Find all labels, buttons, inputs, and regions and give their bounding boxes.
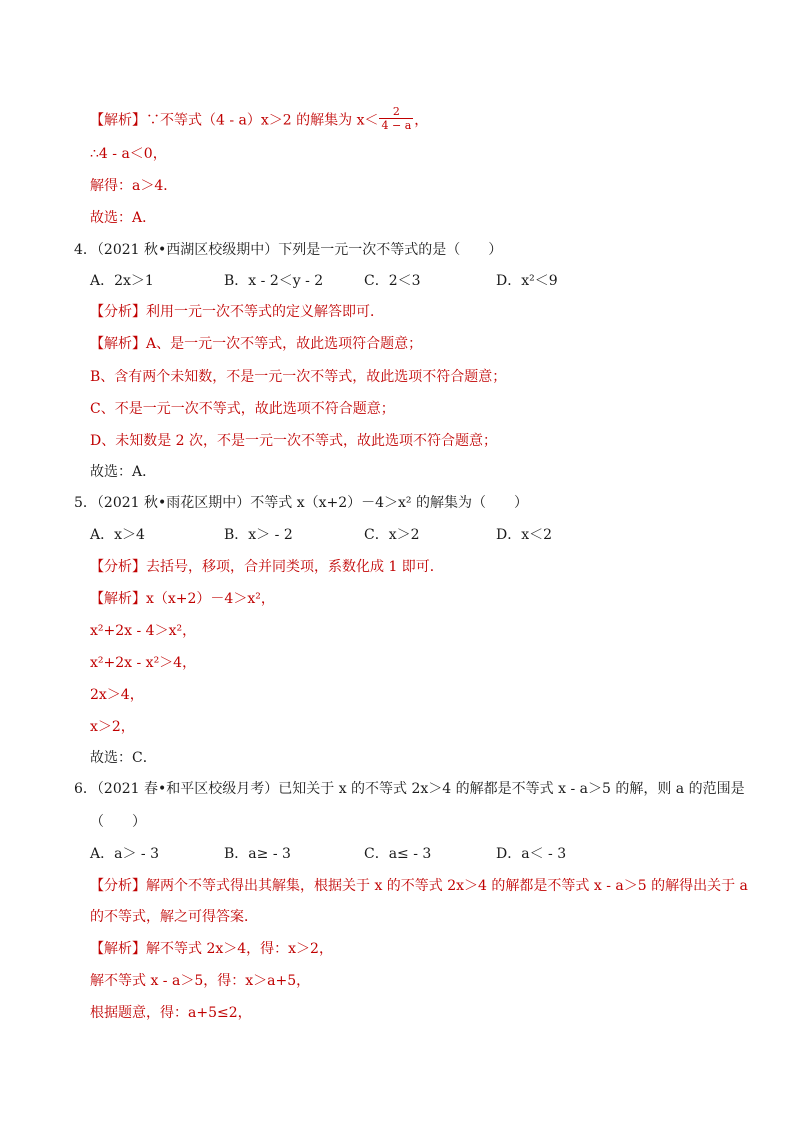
fraction-numerator: 2 bbox=[379, 105, 413, 119]
question-5-stem: 5．（2021 秋•雨花区期中）不等式 x（x+2）－4＞x² 的解集为（ ） bbox=[74, 495, 528, 511]
q6-solution-text: 解不等式 2x＞4，得：x＞2， bbox=[146, 941, 333, 957]
q5-step-2: x²+2x - x²＞4， bbox=[90, 655, 197, 671]
solution-tag: 【解析】 bbox=[90, 591, 146, 607]
q4-option-a: A．2x＞1 bbox=[90, 273, 154, 289]
q4-option-b: B．x - 2＜y - 2 bbox=[224, 273, 324, 289]
q6-option-d: D．a＜ - 3 bbox=[496, 846, 567, 862]
q4-option-c: C．2＜3 bbox=[364, 273, 421, 289]
prev-line4: 故选：A． bbox=[90, 210, 157, 226]
q6-step-2: 根据题意，得：a+5≤2， bbox=[90, 1005, 252, 1021]
q5-analysis bbox=[90, 557, 444, 577]
q6-analysis-text: 解两个不等式得出其解集，根据关于 x 的不等式 2x＞4 的解都是不等式 x - a＞5 的解得出关于 a bbox=[146, 878, 748, 894]
solution-tag: 【解析】 bbox=[90, 336, 146, 352]
prev-line2: ∴4 - a＜0， bbox=[90, 146, 167, 162]
q6-option-c: C．a≤ - 3 bbox=[364, 846, 432, 862]
q5-solution-line1 bbox=[90, 589, 275, 609]
q5-solution-text: x（x+2）－4＞x²， bbox=[146, 591, 275, 607]
q5-step-3: 2x＞4， bbox=[90, 687, 144, 703]
q6-option-a: A．a＞ - 3 bbox=[90, 846, 159, 862]
q5-option-a: A．x＞4 bbox=[90, 527, 145, 543]
q5-answer: 故选：C． bbox=[90, 750, 157, 766]
q6-solution-line1 bbox=[90, 939, 333, 959]
prev-line1-text: ∵不等式（4 - a）x＞2 的解集为 x＜ bbox=[146, 112, 379, 129]
q6-step-1: 解不等式 x - a＞5，得：x＞a+5， bbox=[90, 973, 311, 989]
fraction-denominator: 4 − a bbox=[381, 119, 412, 132]
q5-step-1: x²+2x - 4＞x²， bbox=[90, 623, 197, 639]
q4-analysis bbox=[90, 302, 384, 322]
q6-analysis-line2: 的不等式，解之可得答案． bbox=[90, 909, 258, 925]
question-6-stem-cont: （ ） bbox=[90, 814, 146, 830]
question-6-stem: 6．（2021 春•和平区校级月考）已知关于 x 的不等式 2x＞4 的解都是不等式 x - a＞5 的解，则 a 的范围是 bbox=[74, 781, 745, 797]
analysis-tag: 【分析】 bbox=[90, 559, 146, 575]
q4-answer: 故选：A． bbox=[90, 464, 157, 480]
q4-solution-line3: C、不是一元一次不等式，故此选项不符合题意； bbox=[90, 401, 395, 417]
q6-option-b: B．a≥ - 3 bbox=[224, 846, 291, 862]
q4-solution-line1 bbox=[90, 334, 422, 354]
prev-line3: 解得：a＞4． bbox=[90, 178, 178, 194]
solution-tag: 【解析】 bbox=[90, 112, 146, 129]
q4-solution-text: A、是一元一次不等式，故此选项符合题意； bbox=[146, 336, 423, 352]
prev-line1-end: ， bbox=[414, 112, 429, 129]
q4-solution-line4: D、未知数是 2 次，不是一元一次不等式，故此选项不符合题意； bbox=[90, 433, 498, 449]
q5-option-d: D．x＜2 bbox=[496, 527, 553, 543]
q5-option-b: B．x＞ - 2 bbox=[224, 527, 293, 543]
solution-tag: 【解析】 bbox=[90, 941, 146, 957]
q5-option-c: C．x＞2 bbox=[364, 527, 420, 543]
q6-analysis-line1 bbox=[90, 876, 748, 896]
fraction bbox=[379, 105, 413, 132]
q5-analysis-text: 去括号，移项，合并同类项，系数化成 1 即可． bbox=[146, 559, 444, 575]
q4-analysis-text: 利用一元一次不等式的定义解答即可． bbox=[146, 304, 384, 320]
prev-solution-line1 bbox=[90, 107, 428, 134]
analysis-tag: 【分析】 bbox=[90, 304, 146, 320]
question-4-stem: 4．（2021 秋•西湖区校级期中）下列是一元一次不等式的是（ ） bbox=[74, 242, 503, 258]
q4-option-d: D．x²＜9 bbox=[496, 273, 558, 289]
analysis-tag: 【分析】 bbox=[90, 878, 146, 894]
q5-step-4: x＞2， bbox=[90, 719, 135, 735]
q4-solution-line2: B、含有两个未知数，不是一元一次不等式，故此选项不符合题意； bbox=[90, 369, 507, 385]
